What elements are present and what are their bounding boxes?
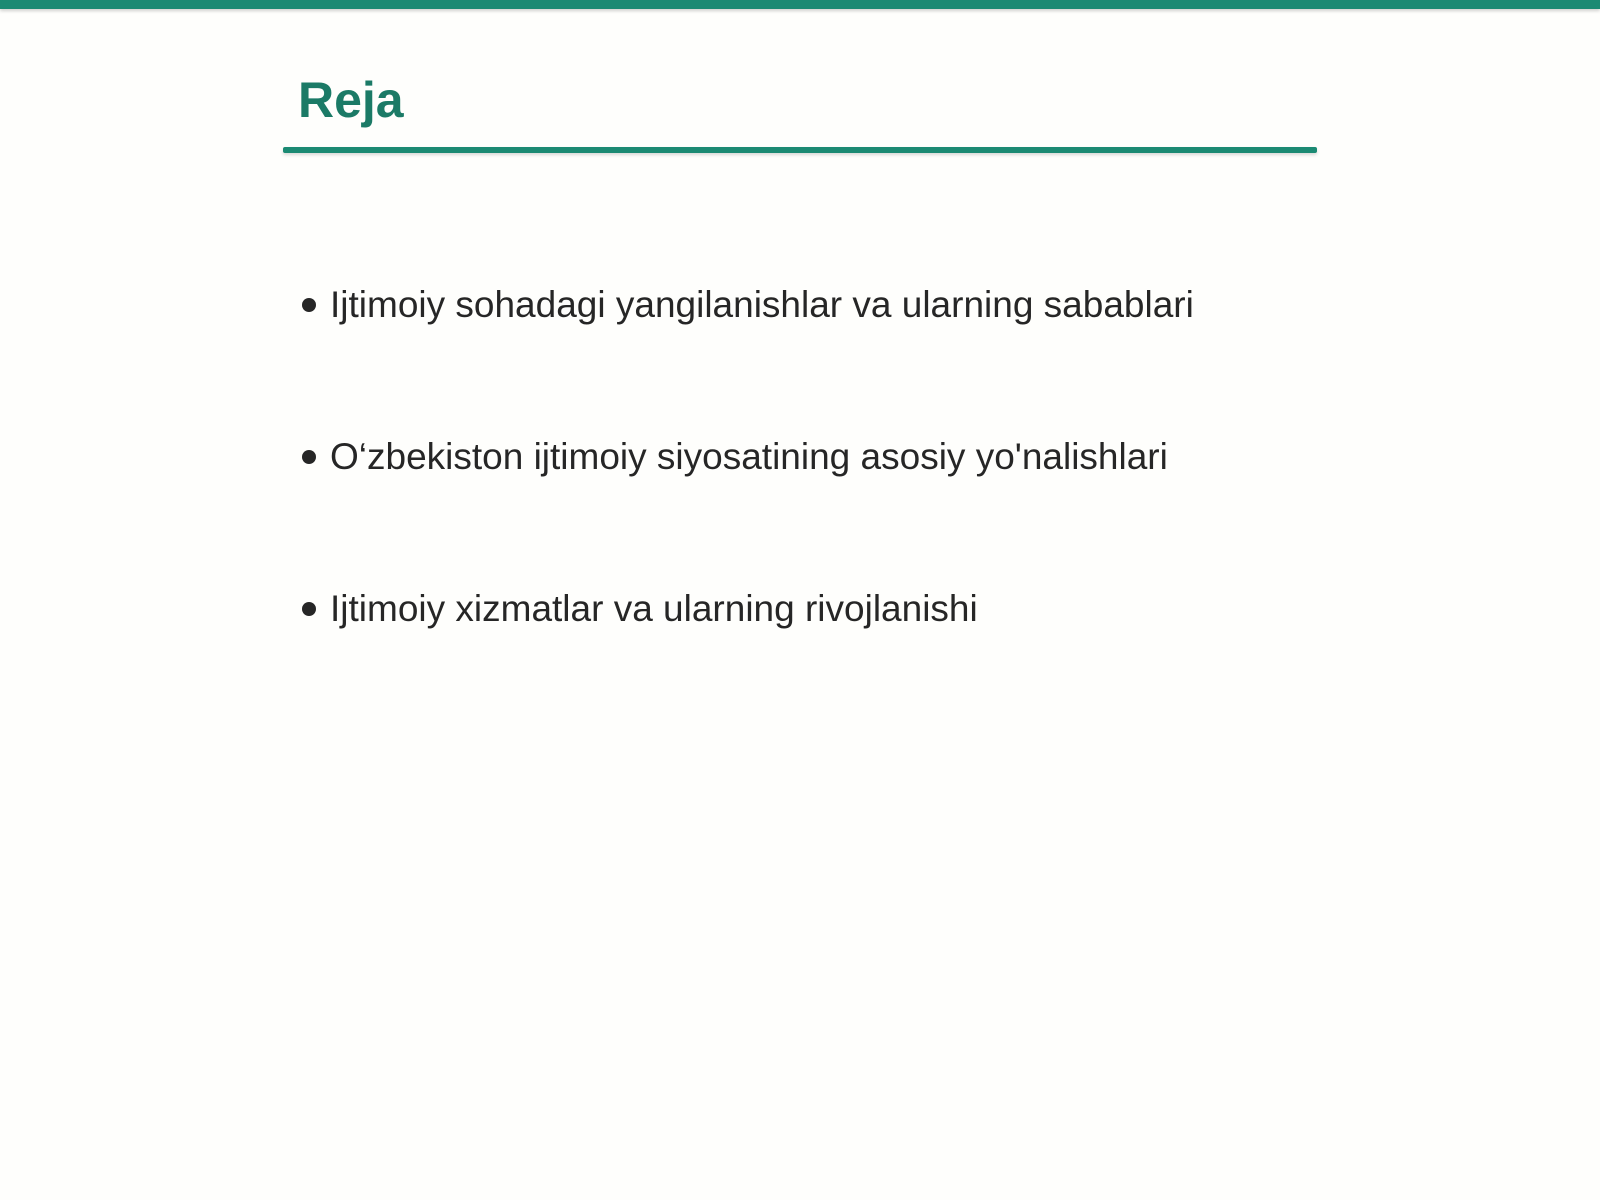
list-item bbox=[300, 432, 1194, 482]
list-item-text: Ijtimoiy xizmatlar va ularning rivojlanishi bbox=[330, 588, 978, 629]
list-item-text: Ijtimoiy sohadagi yangilanishlar va ularning sabablari bbox=[330, 284, 1194, 325]
slide-title: Reja bbox=[298, 72, 404, 128]
plan-list bbox=[300, 280, 1194, 736]
list-item-text: O‘zbekiston ijtimoiy siyosatining asosiy yo'nalishlari bbox=[330, 436, 1168, 477]
list-item bbox=[300, 280, 1194, 330]
list-item bbox=[300, 584, 1194, 634]
title-underline bbox=[283, 147, 1317, 153]
top-accent-bar bbox=[0, 0, 1600, 9]
bullet-icon bbox=[302, 602, 316, 616]
bullet-icon bbox=[302, 298, 316, 312]
bullet-icon bbox=[302, 450, 316, 464]
